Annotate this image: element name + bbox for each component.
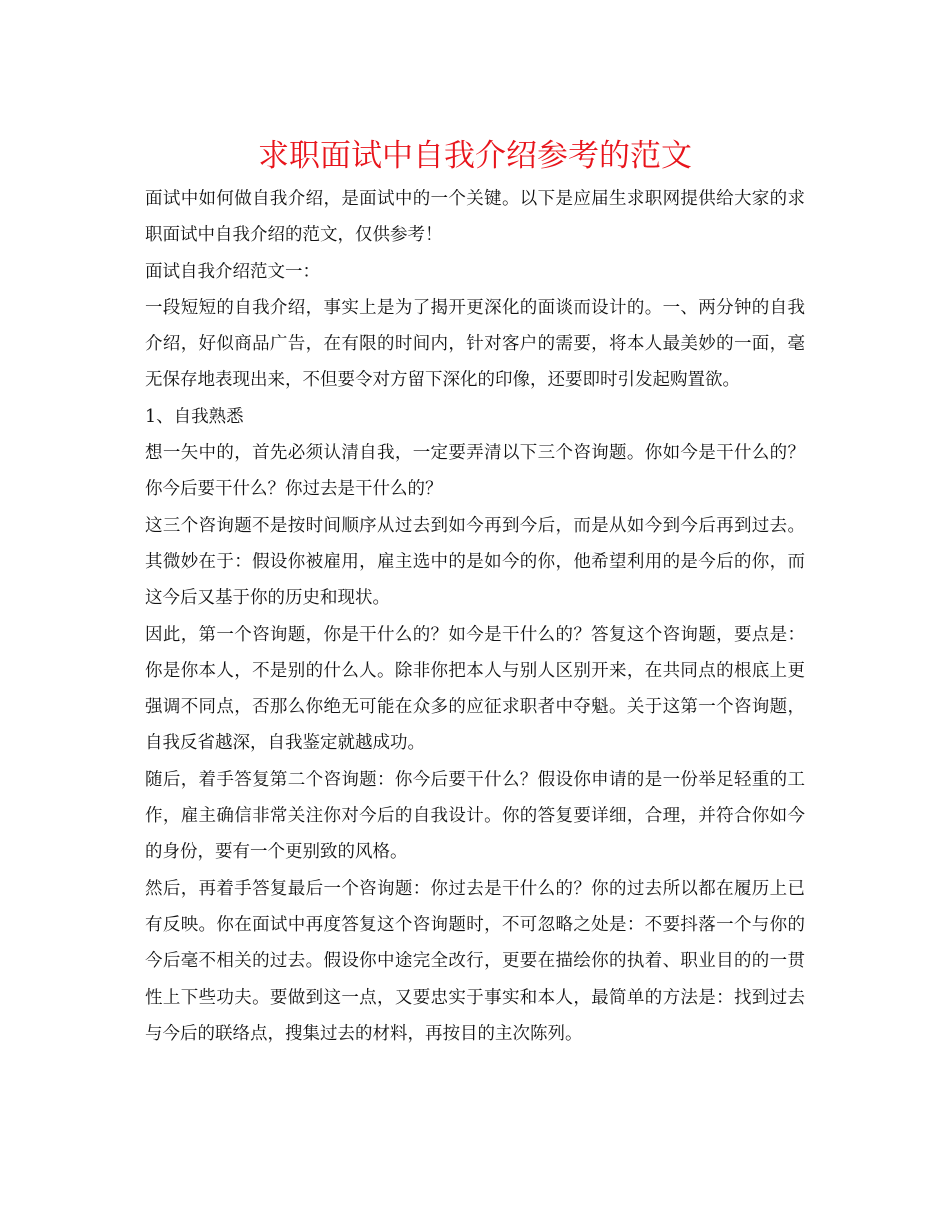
- paragraph-three-questions: 想一矢中的，首先必须认清自我，一定要弄清以下三个咨询题。你如今是干什么的？你今后要干什么？你过去是干什么的？: [145, 443, 805, 500]
- paragraph-intro: 面试中如何做自我介绍，是面试中的一个关键。以下是应届生求职网提供给大家的求职面试中自我介绍的范文，仅供参考！: [145, 189, 805, 246]
- paragraph-last-question: 然后，再着手答复最后一个咨询题：你过去是干什么的？你的过去所以都在履历上已有反映。你在面试中再度答复这个咨询题时，不可忽略之处是：不要抖落一个与你的今后毫不相关的过去。假设你中途完全改行，更要在描绘你的执着、职业目的的一贯性上下些功夫。要做到这一点，又要忠实于事实和本人，最简单的方法是：找到过去与今后的联络点，搜集过去的材料，再按目的主次陈列。: [145, 878, 805, 1044]
- paragraph-heading-self-knowledge: 1、自我熟悉: [145, 406, 244, 427]
- document-page: [145, 131, 805, 1052]
- document-body: [145, 181, 805, 1052]
- paragraph-second-question: 随后，着手答复第二个咨询题：你今后要干什么？假设你申请的是一份举足轻重的工作，雇主确信非常关注你对今后的自我设计。你的答复要详细，合理，并符合你如今的身份，要有一个更别致的风格。: [145, 769, 805, 863]
- paragraph-question-order: 这三个咨询题不是按时间顺序从过去到如今再到今后，而是从如今到今后再到过去。其微妙在于：假设你被雇用，雇主选中的是如今的你，他希望利用的是今后的你，而这今后又基于你的历史和现状。: [145, 515, 805, 609]
- paragraph-first-question: 因此，第一个咨询题，你是干什么的？如今是干什么的？答复这个咨询题，要点是：你是你本人，不是别的什么人。除非你把本人与别人区别开来，在共同点的根底上更强调不同点，否那么你绝无可能在众多的应征求职者中夺魁。关于这第一个咨询题，自我反省越深，自我鉴定就越成功。: [145, 624, 805, 754]
- paragraph-heading-sample-one: 面试自我介绍范文一：: [145, 261, 320, 282]
- document-title: 求职面试中自我介绍参考的范文: [258, 138, 692, 174]
- paragraph-self-intro-purpose: 一段短短的自我介绍，事实上是为了揭开更深化的面谈而设计的。一、两分钟的自我介绍，好似商品广告，在有限的时间内，针对客户的需要，将本人最美妙的一面，毫无保存地表现出来，不但要令对方留下深化的印像，还要即时引发起购置欲。: [145, 297, 805, 391]
